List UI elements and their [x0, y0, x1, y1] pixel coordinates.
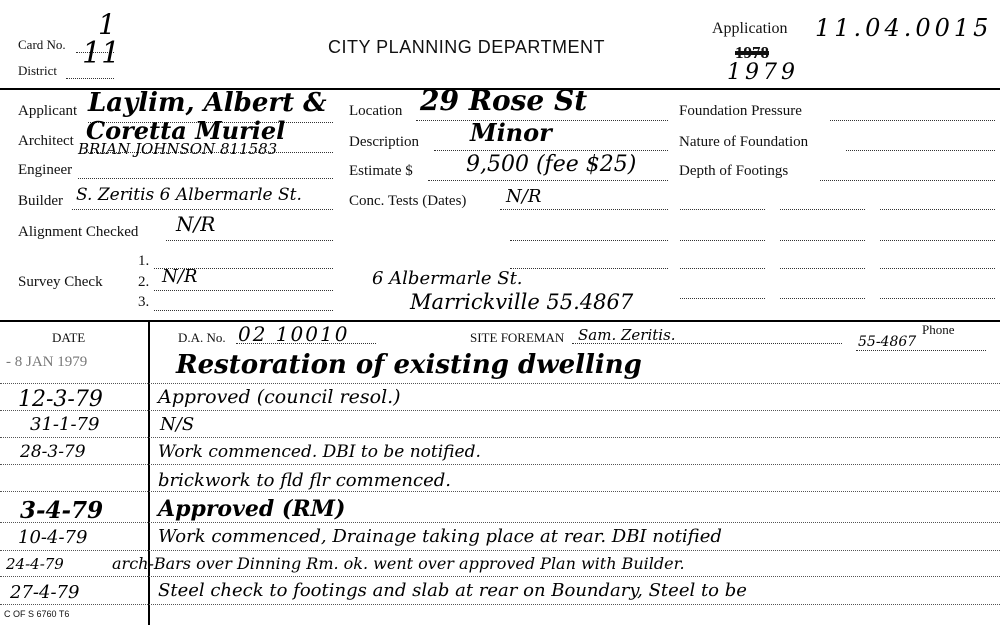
survey-1-label: 1. — [138, 253, 150, 269]
conc-tests-value: N/R — [506, 186, 542, 207]
log-entry-text: N/S — [160, 414, 195, 435]
applicant-value: Laylim, Albert & — [88, 88, 327, 118]
engineer-label: Engineer — [18, 162, 73, 178]
engineer-underline — [78, 178, 333, 179]
phone-value: 55-4867 — [858, 334, 917, 350]
district-underline — [66, 78, 114, 79]
conc-tests-underline — [500, 209, 668, 210]
application-label: Application — [712, 20, 788, 37]
survey-2-value: N/R — [162, 266, 198, 287]
log-rule-3 — [0, 437, 1000, 438]
right-blank-4c — [880, 298, 995, 299]
right-blank-2b — [780, 240, 865, 241]
survey-3-underline — [154, 310, 333, 311]
survey-2-underline — [154, 290, 333, 291]
district-value: 11 — [82, 36, 121, 71]
nature-foundation-label: Nature of Foundation — [679, 134, 809, 150]
builder-label: Builder — [18, 193, 63, 209]
foundation-pressure-underline — [830, 120, 995, 121]
log-date-divider — [148, 320, 150, 625]
location-label: Location — [349, 103, 403, 119]
right-blank-3c — [880, 268, 995, 269]
log-top-rule — [0, 320, 1000, 322]
log-entry-text: Approved (RM) — [158, 496, 346, 522]
right-blank-3a — [680, 268, 765, 269]
application-value: 11.04.0015 — [815, 14, 993, 42]
location-value: 29 Rose St — [420, 84, 588, 117]
nature-foundation-underline — [846, 150, 995, 151]
right-blank-3b — [780, 268, 865, 269]
description-value: Minor — [470, 118, 552, 147]
architect-underline — [84, 152, 333, 153]
log-rule-4 — [0, 464, 1000, 465]
log-entry-text: Steel check to footings and slab at rear on Boundary, Steel to be — [158, 580, 747, 601]
middle-blank-line-2 — [510, 268, 668, 269]
log-entry-date: 3-4-79 — [20, 497, 104, 524]
log-rule-5 — [0, 491, 1000, 492]
estimate-label: Estimate $ — [349, 163, 413, 179]
depth-footings-underline — [820, 180, 995, 181]
log-rule-2 — [0, 410, 1000, 411]
builder-address-line2: Marrickville 55.4867 — [410, 290, 634, 314]
alignment-underline — [166, 240, 333, 241]
description-underline — [434, 150, 668, 151]
right-blank-4b — [780, 298, 865, 299]
log-rule-7 — [0, 550, 1000, 551]
log-entry-date: 28-3-79 — [20, 442, 86, 462]
log-entry-text: Work commenced, Drainage taking place at rear. DBI notified — [158, 526, 722, 547]
log-date-header: DATE — [52, 330, 86, 345]
log-entry-date: 31-1-79 — [30, 414, 100, 435]
right-blank-2a — [680, 240, 765, 241]
da-no-label: D.A. No. — [178, 330, 226, 345]
log-entry-date: 12-3-79 — [18, 387, 103, 412]
log-entry-date: 24-4-79 — [6, 555, 64, 573]
estimate-value: 9,500 (fee $25) — [466, 152, 637, 177]
right-blank-2c — [880, 240, 995, 241]
da-no-underline — [236, 343, 376, 344]
right-blank-1b — [780, 209, 865, 210]
site-foreman-underline — [572, 343, 842, 344]
alignment-label: Alignment Checked — [18, 224, 139, 240]
da-no-value: 02 10010 — [238, 322, 350, 346]
survey-label: Survey Check — [18, 274, 103, 290]
log-rule-8 — [0, 576, 1000, 577]
builder-value: S. Zeritis 6 Albermarle St. — [76, 185, 302, 205]
description-label: Description — [349, 134, 419, 150]
architect-value: Coretta Muriel — [86, 116, 286, 145]
conc-tests-label: Conc. Tests (Dates) — [349, 193, 467, 209]
middle-blank-line-1 — [510, 240, 668, 241]
builder-address-line1: 6 Albermarle St. — [372, 268, 523, 289]
log-entry-text: Work commenced. DBI to be notified. — [158, 442, 481, 462]
site-foreman-label: SITE FOREMAN — [470, 330, 565, 345]
alignment-value: N/R — [176, 212, 216, 236]
district-label: District — [18, 63, 57, 78]
right-blank-4a — [680, 298, 765, 299]
department-title: CITY PLANNING DEPARTMENT — [328, 37, 606, 57]
phone-underline — [856, 350, 986, 351]
phone-label: Phone — [922, 322, 955, 337]
card-no-label: Card No. — [18, 37, 66, 52]
architect-label: Architect — [18, 133, 74, 149]
log-entry-text: Approved (council resol.) — [158, 386, 401, 408]
year-crossed: 1978 — [735, 43, 769, 62]
form-code: C OF S 6760 T6 — [4, 609, 70, 619]
right-blank-1a — [680, 209, 765, 210]
log-entry-date: 27-4-79 — [10, 582, 80, 603]
estimate-underline — [428, 180, 668, 181]
site-foreman-value: Sam. Zeritis. — [578, 326, 676, 344]
log-entry-date: 10-4-79 — [18, 527, 88, 548]
survey-3-label: 3. — [138, 294, 150, 310]
right-blank-1c — [880, 209, 995, 210]
log-rule-1 — [0, 383, 1000, 384]
depth-footings-label: Depth of Footings — [679, 163, 789, 179]
log-entry-text: Restoration of existing dwelling — [176, 350, 642, 380]
applicant-label: Applicant — [18, 103, 78, 119]
card-no-value: 1 — [98, 8, 116, 41]
architect-extra: BRIAN JOHNSON 811583 — [78, 140, 278, 158]
year-value: 1979 — [727, 60, 799, 85]
log-date-stamp: - 8 JAN 1979 — [6, 354, 88, 370]
builder-underline — [72, 209, 333, 210]
survey-2-label: 2. — [138, 274, 150, 290]
log-entry-text: brickwork to fld flr commenced. — [158, 470, 452, 491]
log-rule-9 — [0, 604, 1000, 605]
log-entry-text: arch-Bars over Dinning Rm. ok. went over approved Plan with Builder. — [112, 554, 685, 573]
log-rule-6 — [0, 522, 1000, 523]
foundation-pressure-label: Foundation Pressure — [679, 103, 802, 119]
